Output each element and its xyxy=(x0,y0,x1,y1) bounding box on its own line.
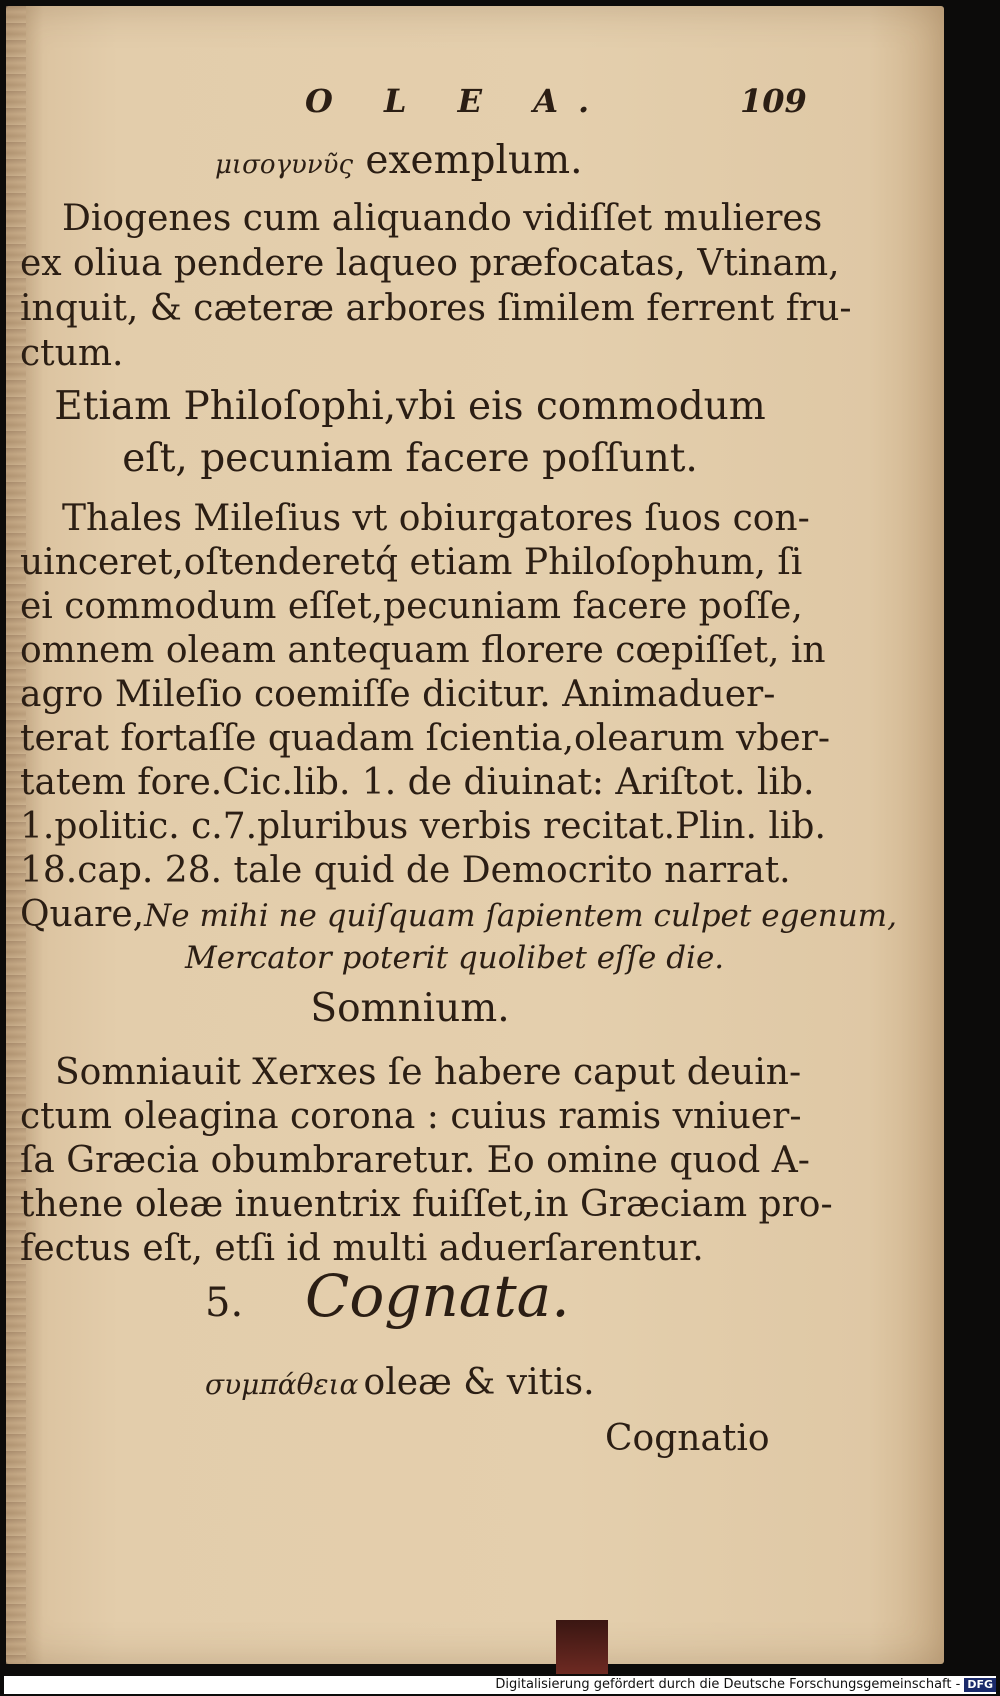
catchword: Cognatio xyxy=(605,1418,770,1459)
verse-line-1 xyxy=(20,894,897,935)
footer-text: Digitalisierung gefördert durch die Deutsche Forschungsgemeinschaft - xyxy=(495,1677,961,1692)
verse-text: Ne mihi ne quiſquam ſapientem culpet egenum, xyxy=(144,898,897,934)
text-line: 18.cap. 28. tale quid de Democrito narrat. xyxy=(20,850,791,891)
section-heading-2-line-1: Etiam Philoſophi,vbi eis commodum xyxy=(54,384,766,429)
text-line: ſa Græcia obumbraretur. Eo omine quod A- xyxy=(20,1140,810,1181)
running-header: O L E A. xyxy=(305,82,610,120)
text-line: Diogenes cum aliquando vidiſſet mulieres xyxy=(62,198,823,239)
text-line: inquit, & cæteræ arbores ſimilem ferrent fru- xyxy=(20,288,852,329)
text-line: terat fortaſſe quadam ſcientia,olearum vber- xyxy=(20,718,831,759)
ribbon-bookmark xyxy=(556,1620,608,1674)
text-line: ctum. xyxy=(20,333,124,374)
text-line: ei commodum eſſet,pecuniam facere poſſe, xyxy=(20,586,803,627)
section-heading-3: Somnium. xyxy=(310,986,510,1031)
handwritten-heading: Cognata. xyxy=(305,1262,570,1330)
heading-word: exemplum. xyxy=(365,138,583,183)
text-line: Somniauit Xerxes ſe habere caput deuin- xyxy=(55,1052,802,1093)
text-line: agro Mileſio coemiſſe dicitur. Animaduer- xyxy=(20,674,776,715)
text-line: omnem oleam antequam florere cœpiſſet, in xyxy=(20,630,826,671)
text-line: tatem fore.Cic.lib. 1. de diuinat: Ariſtot. lib. xyxy=(20,762,815,803)
section-number: 5. xyxy=(205,1280,244,1326)
section-heading-2-line-2: eſt, pecuniam facere poſſunt. xyxy=(122,436,698,481)
text-line: ex oliua pendere laqueo præfocatas, Vtinam, xyxy=(20,243,840,284)
text-line: Thales Mileſius vt obiurgatores ſuos con- xyxy=(62,498,810,539)
section-4-subtitle xyxy=(205,1362,595,1403)
text-line: 1.politic. c.7.pluribus verbis recitat.Plin. lib. xyxy=(20,806,826,847)
text-line: ctum oleagina corona : cuius ramis vniuer- xyxy=(20,1096,802,1137)
greek-word: μισογυνῦς xyxy=(215,150,354,180)
text-line: thene oleæ inuentrix fuiſſet,in Græciam pro- xyxy=(20,1184,833,1225)
text-line: fectus eſt, etſi id multi aduerſarentur. xyxy=(20,1228,704,1269)
dfg-logo: DFG xyxy=(964,1678,996,1692)
page-number: 109 xyxy=(740,82,807,120)
subtitle-text: oleæ & vitis. xyxy=(363,1362,595,1403)
section-heading-1 xyxy=(215,138,583,183)
verse-line-2: Mercator poterit quolibet eſſe die. xyxy=(185,940,725,976)
text-line: uinceret,oſtenderetq́ etiam Philoſophum, ſi xyxy=(20,542,803,583)
greek-word: συμπάθεια xyxy=(205,1368,359,1401)
quare-word: Quare, xyxy=(20,894,145,935)
footer-credit xyxy=(4,1676,996,1694)
